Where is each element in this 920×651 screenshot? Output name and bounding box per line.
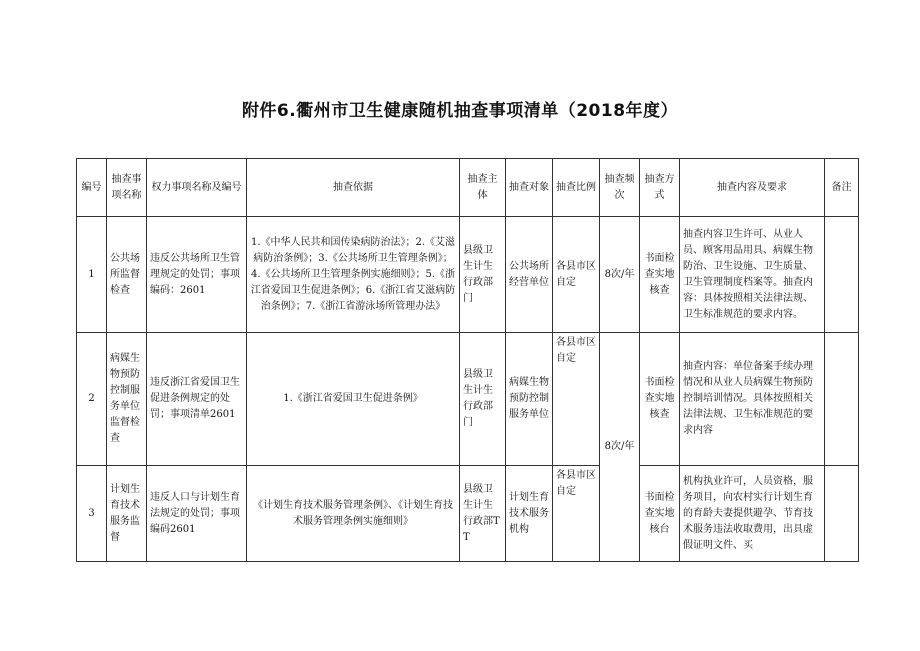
row-content: 机构执业许可，人员资格，服务项目，向农村实行计划生育的育龄夫妻提供避孕、节育技术服务违法收取费用，出具虚假证明文件、买 [680, 466, 825, 562]
header-freq: 抽查频次 [600, 159, 640, 217]
header-target: 抽查对象 [506, 159, 553, 217]
row-note [825, 333, 859, 466]
row-target: 公共场所经营单位 [506, 217, 553, 333]
row-subject: 县级卫生计生行政部门 [460, 333, 506, 466]
row-no: 2 [77, 333, 107, 466]
header-method: 抽查方式 [640, 159, 680, 217]
row-note [825, 217, 859, 333]
header-content: 抽查内容及要求 [680, 159, 825, 217]
row-note [825, 466, 859, 562]
table-row [77, 466, 859, 562]
header-item: 抽查事项名称 [107, 159, 147, 217]
row-item: 计划生育技术服务监督 [107, 466, 147, 562]
page-title: 附件6.衢州市卫生健康随机抽查事项清单（2018年度） [241, 101, 679, 121]
row-freq: 8次/年 [600, 217, 640, 333]
header-basis: 抽查依据 [247, 159, 460, 217]
row-power: 违反人口与计划生育法规定的处罚；事项编码2601 [147, 466, 247, 562]
header-no: 编号 [77, 159, 107, 217]
inspection-table [76, 158, 859, 562]
row-power: 违反公共场所卫生管理规定的处罚；事项编码：2601 [147, 217, 247, 333]
row-subject: 县级卫生计生行政部门 [460, 217, 506, 333]
row-method: 书面检查实地核查 [640, 217, 680, 333]
row-item: 公共场所监督检查 [107, 217, 147, 333]
row-no: 1 [77, 217, 107, 333]
row-basis: 《计划生育技术服务管理条例》、《计划生育技术服务管理条例实施细则》 [247, 466, 460, 562]
row-basis: 1.《浙江省爱国卫生促进条例》 [247, 333, 460, 466]
row-item: 病媒生物预防控制服务单位监督检查 [107, 333, 147, 466]
row-subject: 县级卫生计生行政部TT [460, 466, 506, 562]
row-method: 书面检查实地核台 [640, 466, 680, 562]
row-power: 违反浙江省爱国卫生促进条例规定的处罚；事项清单2601 [147, 333, 247, 466]
row-method: 书面检查实地核查 [640, 333, 680, 466]
row-ratio: 各县市区自定 [553, 333, 600, 466]
row-ratio: 各县市区自定 [553, 466, 600, 562]
row-no: 3 [77, 466, 107, 562]
header-row [77, 159, 859, 217]
row-ratio: 各县市区自定 [553, 217, 600, 333]
header-ratio: 抽查比例 [553, 159, 600, 217]
row-target: 计划生育技术服务机构 [506, 466, 553, 562]
header-note: 备注 [825, 159, 859, 217]
header-subject: 抽查主体 [460, 159, 506, 217]
table-row [77, 333, 859, 466]
row-content: 抽查内容：单位备案手续办理情况和从业人员病媒生物预防控制培训情况。具体按照相关法律法规、卫生标准规范的要求内容 [680, 333, 825, 466]
row-freq: 8次/年 [600, 333, 640, 562]
header-power: 权力事项名称及编号 [147, 159, 247, 217]
row-basis: 1.《中华人民共和国传染病防治法》；2.《艾滋病防治条例》；3.《公共场所卫生管理条例》；4.《公共场所卫生管理条例实施细则》；5.《浙江省爱国卫生促进条例》；6.《浙江省艾滋病防治条例》；7.《浙江省游泳场所管理办法》 [247, 217, 460, 333]
table-row [77, 217, 859, 333]
row-target: 病媒生物预防控制服务单位 [506, 333, 553, 466]
row-content: 抽查内容卫生许可、从业人员、顾客用品用具、病媒生物防治、卫生设施、卫生质量、卫生管理制度档案等。抽查内容：具体按照相关法律法规、卫生标准规范的要求内容。 [680, 217, 825, 333]
